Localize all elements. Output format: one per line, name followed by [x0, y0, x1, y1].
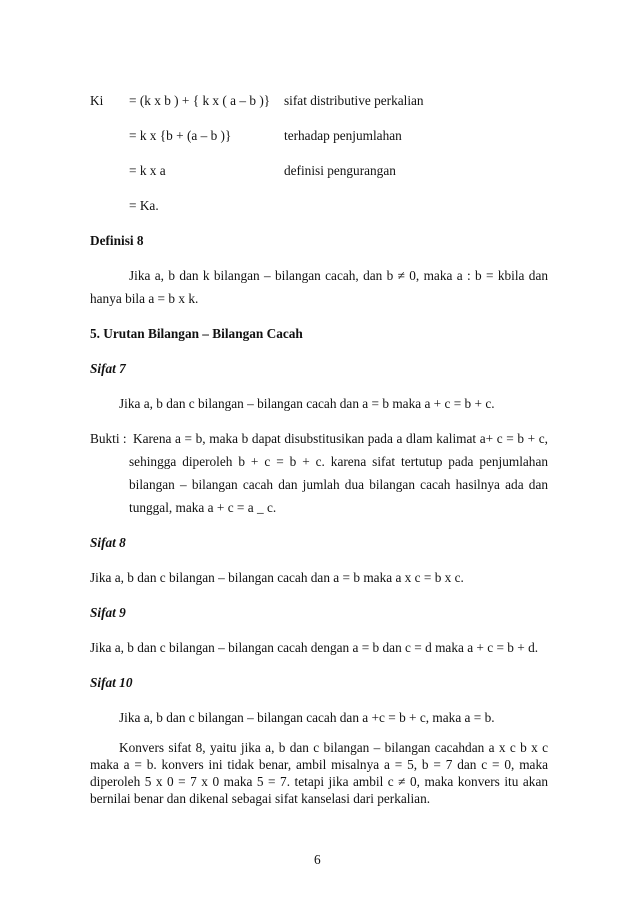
bukti-line-2: sehingga diperoleh b + c = b + c. karena sifat tertutup pada penjumlahan — [129, 454, 548, 469]
definisi-8-line-2: hanya bila a = b x k. — [90, 291, 199, 306]
page-number: 6 — [314, 852, 321, 867]
ki-label: Ki — [90, 93, 104, 108]
bukti-line-3: bilangan – bilangan cacah dan jumlah dua bilangan cacah hasilnya ada dan — [129, 477, 548, 492]
sifat-10-statement: Jika a, b dan c bilangan – bilangan cacah dan a +c = b + c, maka a = b. — [119, 710, 495, 725]
bukti-line-1: Karena a = b, maka b dapat disubstitusikan pada a dlam kalimat a+ c = b + c, — [133, 431, 548, 446]
derivation-reason-3: definisi pengurangan — [284, 163, 396, 178]
bukti-label: Bukti : — [90, 431, 127, 446]
konvers-line-1: Konvers sifat 8, yaitu jika a, b dan c bilangan – bilangan cacahdan a x c b x c — [119, 740, 548, 755]
sifat-10-heading: Sifat 10 — [90, 675, 133, 690]
derivation-reason-1: sifat distributive perkalian — [284, 93, 424, 108]
konvers-line-2: maka a = b. konvers ini tidak benar, ambil misalnya a = 5, b = 7 dan c = 0, maka — [90, 757, 548, 772]
derivation-expr-2: = k x {b + (a – b )} — [129, 128, 232, 143]
bukti-line-4: tunggal, maka a + c = a _ c. — [129, 500, 277, 515]
definisi-8-line-1: Jika a, b dan k bilangan – bilangan cacah, dan b ≠ 0, maka a : b = kbila dan — [129, 268, 548, 283]
sifat-8-heading: Sifat 8 — [90, 535, 126, 550]
sifat-9-heading: Sifat 9 — [90, 605, 126, 620]
derivation-expr-1: = (k x b ) + { k x ( a – b )} — [129, 93, 271, 108]
konvers-line-3: diperoleh 5 x 0 = 7 x 0 maka 5 = 7. tetapi jika ambil c ≠ 0, maka konvers itu akan — [90, 774, 548, 789]
sifat-9-statement: Jika a, b dan c bilangan – bilangan cacah dengan a = b dan c = d maka a + c = b + d. — [90, 640, 539, 655]
konvers-line-4: bernilai benar dan dikenal sebagai sifat kanselasi dari perkalian. — [90, 791, 431, 806]
sifat-7-statement: Jika a, b dan c bilangan – bilangan cacah dan a = b maka a + c = b + c. — [119, 396, 495, 411]
derivation-reason-2: terhadap penjumlahan — [284, 128, 402, 143]
section-5-heading: 5. Urutan Bilangan – Bilangan Cacah — [90, 326, 303, 341]
derivation-expr-3: = k x a — [129, 163, 166, 178]
sifat-7-heading: Sifat 7 — [90, 361, 126, 376]
definisi-8-heading: Definisi 8 — [90, 233, 144, 248]
sifat-8-statement: Jika a, b dan c bilangan – bilangan cacah dan a = b maka a x c = b x c. — [90, 570, 464, 585]
derivation-expr-4: = Ka. — [129, 198, 159, 213]
